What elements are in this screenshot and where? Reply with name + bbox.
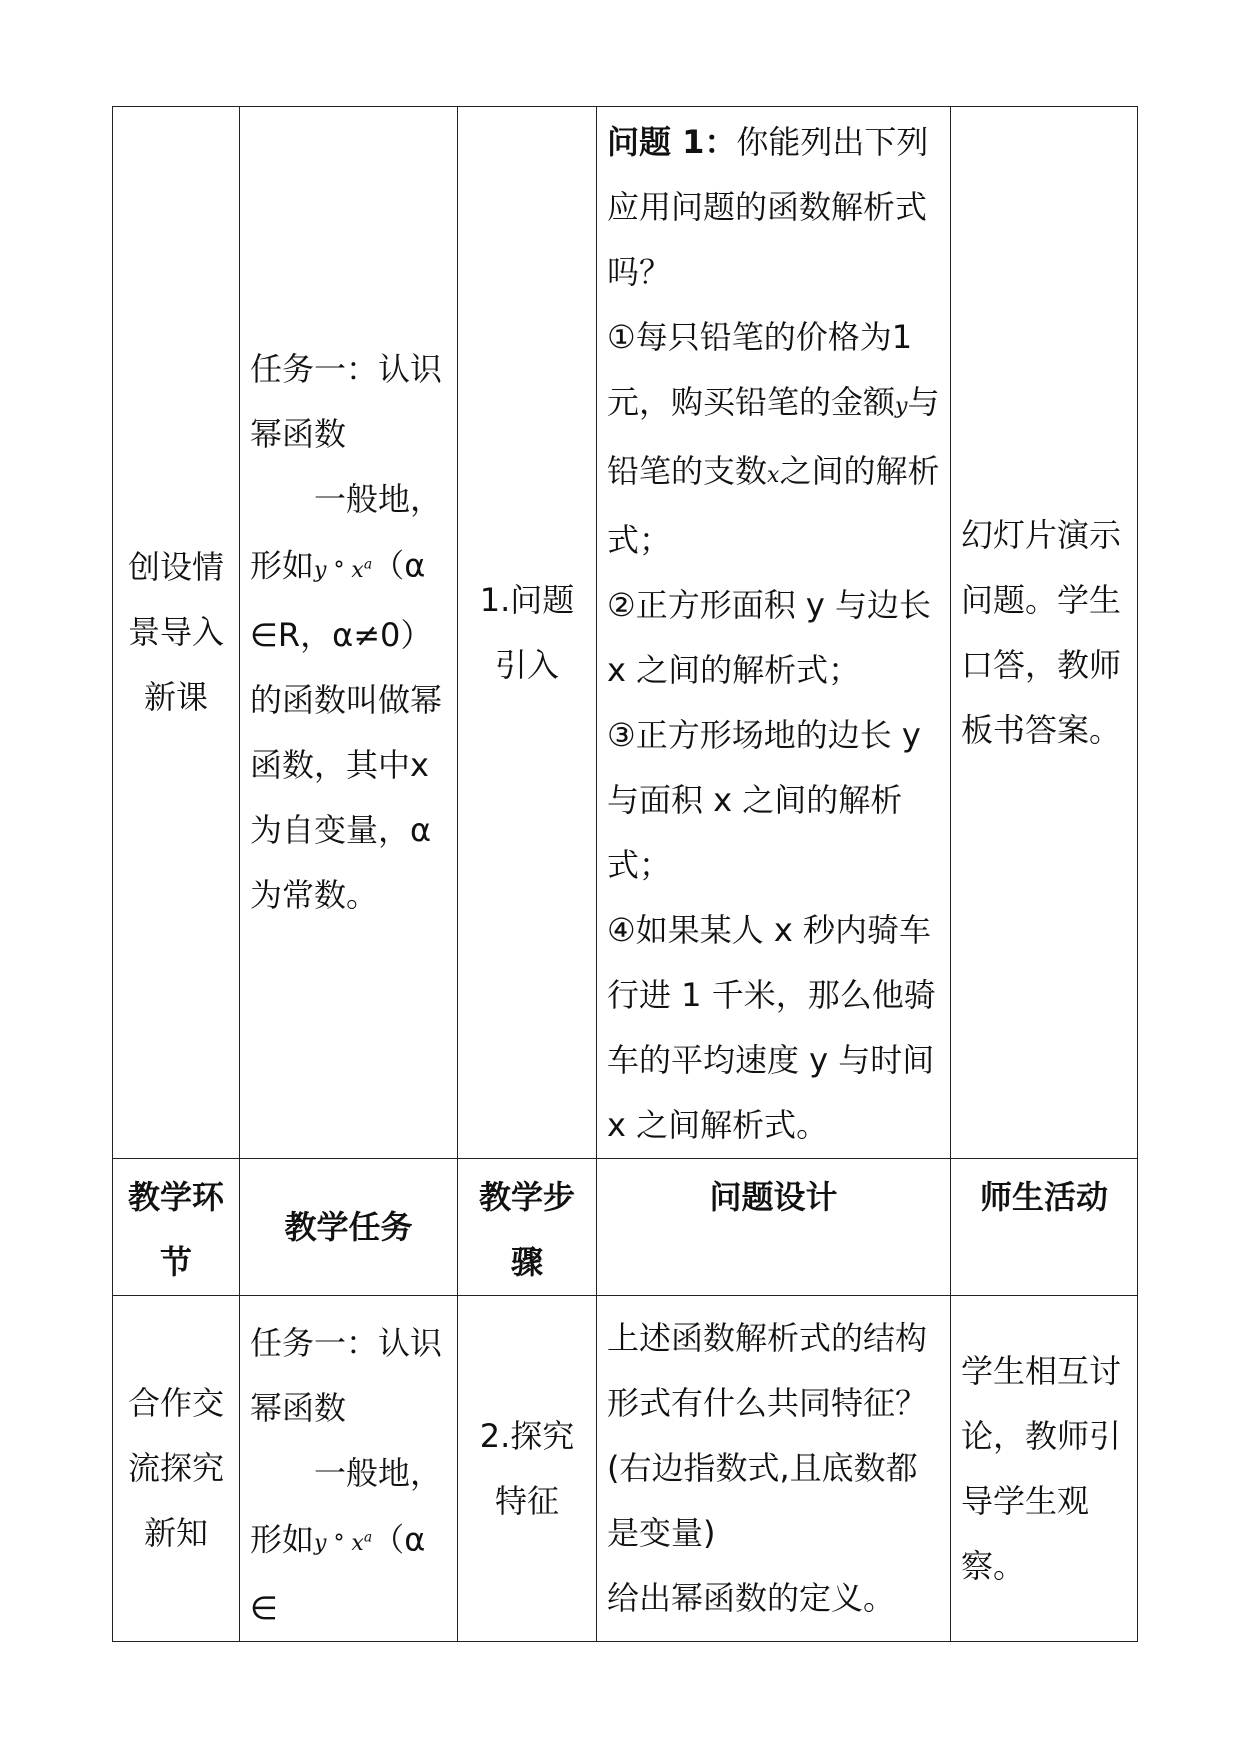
question-label: 问题 1：	[607, 123, 737, 161]
item1-text-b: 与铅笔的支数	[607, 383, 940, 490]
item1-text-a: ①每只铅笔的价格为1元，购买铅笔的金额	[607, 318, 913, 421]
stage-text: 创设情景导入新课	[127, 548, 224, 716]
step-text: 2.探究特征	[479, 1416, 575, 1520]
formula-text: y ° x	[314, 557, 364, 583]
definition-text: 一般地，形如	[250, 1454, 443, 1559]
activity-cell	[951, 107, 1138, 1159]
stage-cell	[113, 107, 240, 1159]
header-task: 教学任务	[240, 1159, 458, 1296]
question-item-3: ③正方形场地的边长 y 与面积 x 之间的解析式；	[607, 716, 921, 884]
question-text: 你能列出下列应用问题的函数解析式吗？	[607, 123, 929, 291]
activity-text: 学生相互讨论，教师引导学生观察。	[961, 1351, 1122, 1585]
task-title: 任务一：认识幂函数	[250, 1324, 443, 1427]
header-activity: 师生活动	[951, 1159, 1138, 1296]
step-text: 1.问题引入	[479, 580, 575, 684]
lesson-plan-table	[112, 106, 1138, 1642]
header-row	[113, 1159, 1138, 1296]
task-definition	[250, 1441, 447, 1641]
item1-var-y: y	[895, 394, 908, 419]
step-cell	[458, 1296, 597, 1642]
task-title: 任务一：认识幂函数	[250, 350, 443, 454]
question-intro	[607, 110, 940, 305]
power-formula	[314, 558, 372, 583]
item1-text-c: 之间的解析式；	[607, 452, 940, 559]
question-item-4: ④如果某人 x 秒内骑车行进 1 千米，那么他骑车的平均速度 y 与时间 x 之间解析式。	[607, 911, 936, 1144]
definition-text: 一般地，形如	[250, 480, 443, 585]
activity-cell	[951, 1296, 1138, 1642]
formula-text: y ° x	[314, 1531, 364, 1557]
task-cell	[240, 1296, 458, 1642]
table-row	[113, 107, 1138, 1159]
definition-text-cont: （α∈	[250, 1520, 426, 1628]
step-cell	[458, 107, 597, 1159]
question-item-1	[607, 305, 940, 573]
stage-cell	[113, 1296, 240, 1642]
task-cell	[240, 107, 458, 1159]
header-question: 问题设计	[597, 1159, 951, 1296]
task-definition	[250, 467, 447, 927]
question-cell	[597, 1296, 951, 1642]
question-text: 上述函数解析式的结构形式有什么共同特征？(右边指数式,且底数都是变量)	[607, 1319, 928, 1553]
power-formula	[314, 1531, 372, 1556]
stage-text: 合作交流探究新知	[127, 1384, 224, 1553]
header-step: 教学步骤	[458, 1159, 597, 1296]
question-item-2: ②正方形面积 y 与边长 x 之间的解析式；	[607, 586, 931, 689]
question-cell	[597, 107, 951, 1159]
formula-exponent: a	[363, 556, 373, 573]
table-row	[113, 1296, 1138, 1642]
header-stage: 教学环节	[113, 1159, 240, 1296]
question-definition: 给出幂函数的定义。	[607, 1579, 896, 1618]
definition-text-cont: （α∈R，α≠0）的函数叫做幂函数，其中x为自变量，α为常数。	[250, 546, 443, 914]
item1-var-x: x	[767, 463, 780, 488]
formula-exponent: a	[363, 1530, 373, 1546]
activity-text: 幻灯片演示问题。学生口答，教师板书答案。	[961, 515, 1122, 749]
